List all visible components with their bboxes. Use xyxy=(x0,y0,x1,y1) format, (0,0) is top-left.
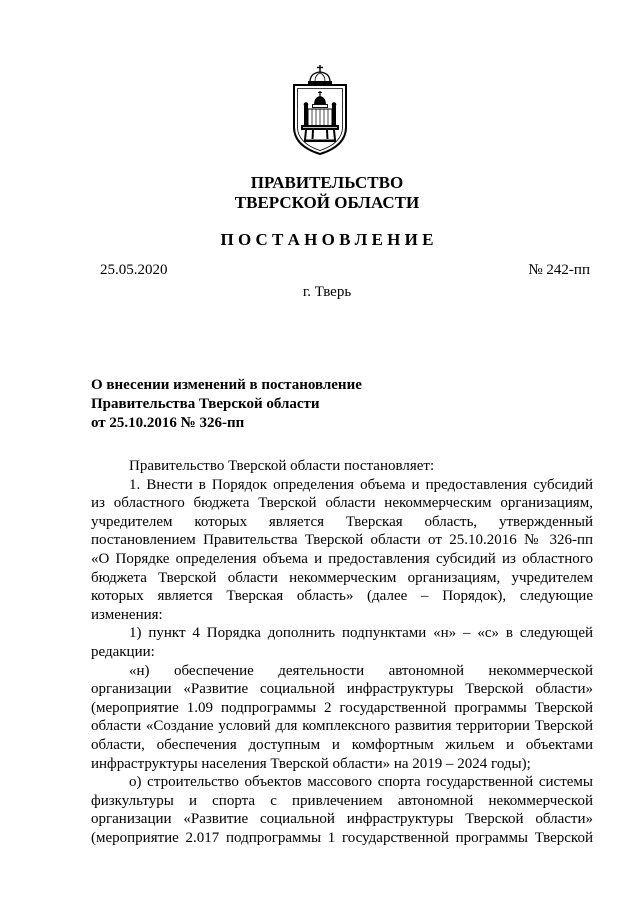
paragraph xyxy=(91,457,593,476)
body-line: изменения: xyxy=(91,606,163,623)
body-line: физкультуры и спорта с привлечением автономной некоммерческой xyxy=(91,792,593,809)
document-city: г. Тверь xyxy=(302,284,352,300)
document-number: № 242-пп xyxy=(528,262,590,278)
body-line: из областного бюджета Тверской области некоммерческим организациям, xyxy=(91,495,593,512)
body-line: «О Порядке определения объема и предоставления субсидий из областного xyxy=(91,550,593,567)
body-line: 1. Внести в Порядок определения объема и предоставления субсидий xyxy=(129,476,593,493)
body-line: области «Создание условий для комплексного развития территории Тверской xyxy=(91,718,593,735)
paragraph xyxy=(91,773,593,847)
document-subject xyxy=(91,376,362,433)
org-name-line2: ТВЕРСКОЙ ОБЛАСТИ xyxy=(234,193,420,212)
document-date: 25.05.2020 xyxy=(100,262,168,278)
body-line: организации «Развитие социальной инфраструктуры Тверской области» xyxy=(91,681,593,698)
body-line: учредителем которых является Тверская область, утвержденный xyxy=(91,513,593,530)
body-line: Правительство Тверской области постановляет: xyxy=(129,458,435,474)
body-line: бюджета Тверской области некоммерческим организациям, учредителем xyxy=(91,569,593,586)
body-line: «н) обеспечение деятельности автономной некоммерческой xyxy=(129,662,593,679)
paragraph xyxy=(91,624,593,661)
document-type-heading: П О С Т А Н О В Л Е Н И Е xyxy=(220,230,434,249)
paragraph xyxy=(91,476,593,625)
body-line: (мероприятие 2.017 подпрограммы 1 государственной программы Тверской xyxy=(91,829,593,846)
body-line: которых является Тверская область» (далее – Порядок), следующие xyxy=(91,588,593,605)
body-line: организации «Развитие социальной инфраструктуры Тверской области» xyxy=(91,811,593,828)
subject-line: О внесении изменений в постановление xyxy=(91,377,362,393)
emblem-crown-icon xyxy=(308,65,332,85)
org-name-line1: ПРАВИТЕЛЬСТВО xyxy=(250,173,404,192)
body-line: (мероприятие 1.09 подпрограммы 2 государственной программы Тверской xyxy=(91,699,593,716)
subject-line: Правительства Тверской области xyxy=(91,396,320,412)
coat-of-arms-icon xyxy=(289,64,351,156)
body-line: редакции: xyxy=(91,643,155,660)
body-line: постановлением Правительства Тверской области от 25.10.2016 № 326-пп xyxy=(91,532,593,549)
body-line: о) строительство объектов массового спорта государственной системы xyxy=(129,774,593,791)
subject-line: от 25.10.2016 № 326-пп xyxy=(91,415,245,431)
body-line: области, обеспечения доступным и комфортным жильем и объектами xyxy=(91,736,593,753)
paragraph xyxy=(91,662,593,774)
body-line: 1) пункт 4 Порядка дополнить подпунктами «н» – «с» в следующей xyxy=(129,625,593,642)
document-body xyxy=(91,457,593,847)
body-line: инфраструктуры населения Тверской области» на 2019 – 2024 годы); xyxy=(91,755,531,772)
